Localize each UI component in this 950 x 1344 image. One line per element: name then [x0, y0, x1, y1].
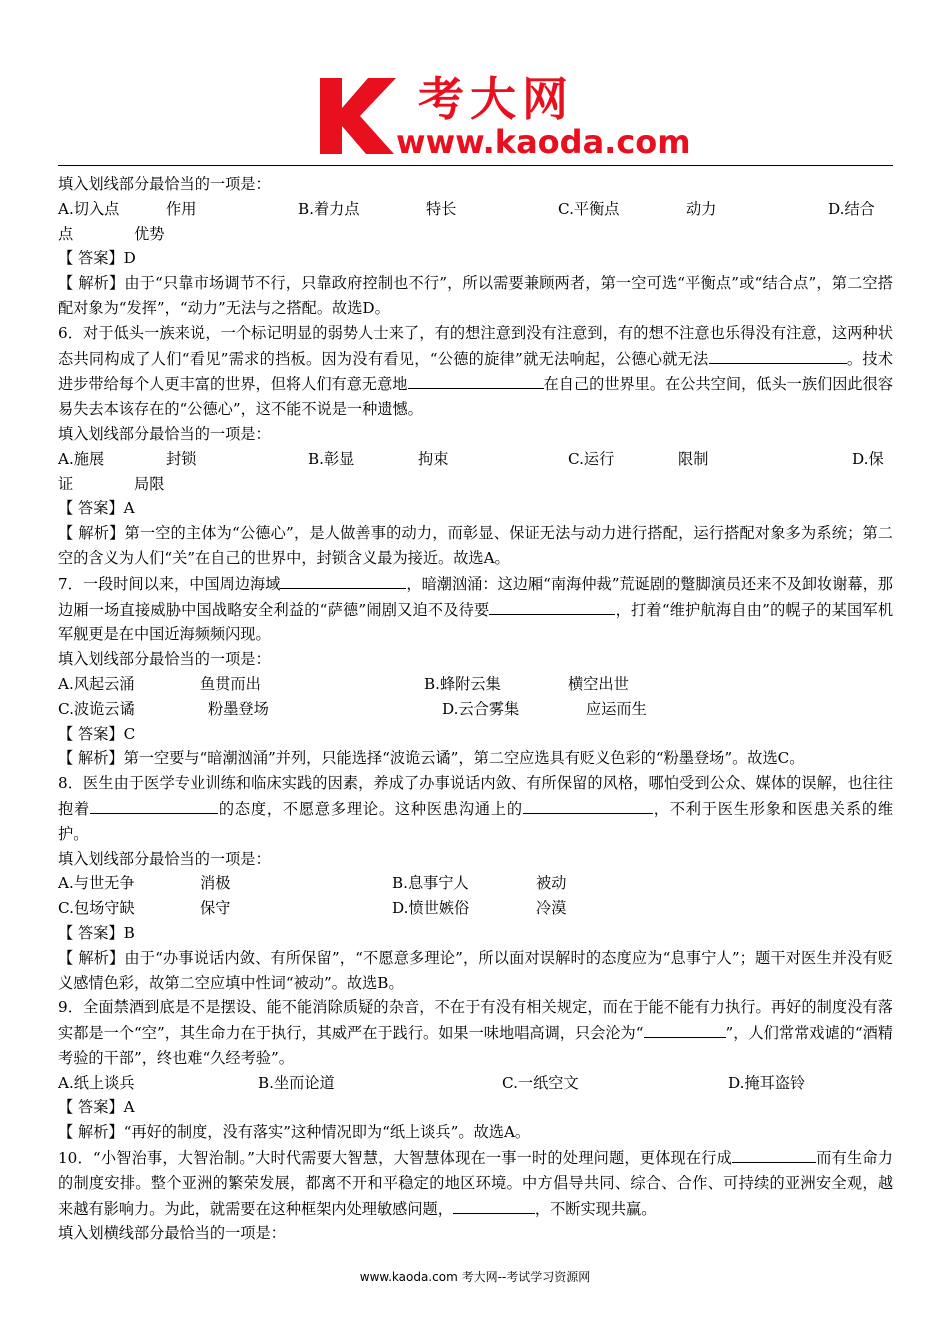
q8-options-row-2 — [58, 896, 893, 921]
q5-option-a: A.切入点 — [58, 199, 120, 218]
q8-option-b-word: 被动 — [536, 874, 567, 893]
q6-option-d-cont: 证 — [58, 474, 74, 493]
q6-option-d-word: 局限 — [134, 474, 165, 493]
q7-option-c-word: 粉墨登场 — [208, 699, 269, 718]
q5-option-b: B.着力点 — [298, 199, 360, 218]
q7-stem-part1: 7．一段时间以来，中国周边海域 — [58, 574, 281, 593]
q6-option-d: D.保 — [852, 449, 884, 468]
q7-stem-part2: ，暗潮汹涌：这边厢“南海仲裁”荒诞剧的蹩脚演员还来不及卸妆谢幕，那边厢一场直接威胁中国战略安全利益的“萨德”闹剧又迫不及待要 — [58, 574, 893, 619]
q6-prompt: 填入划线部分最恰当的一项是： — [58, 424, 271, 443]
q7-blank-2 — [489, 597, 615, 615]
q7-option-b: B.蜂附云集 — [424, 674, 501, 693]
q7-option-d: D.云合雾集 — [442, 699, 520, 718]
q7-option-c: C.波诡云谲 — [58, 699, 135, 718]
q6-option-b-word: 拘束 — [418, 449, 449, 468]
q7-options-row-1 — [58, 672, 893, 697]
q8-blank-2 — [523, 796, 653, 814]
q9-analysis: 【 解析】“再好的制度，没有落实”这种情况即为“纸上谈兵”。故选A。 — [58, 1123, 531, 1142]
q9-option-a: A.纸上谈兵 — [58, 1073, 135, 1092]
q9-option-c: C.一纸空文 — [502, 1073, 579, 1092]
q9-option-b: B.坐而论道 — [258, 1073, 335, 1092]
q7-prompt: 填入划线部分最恰当的一项是： — [58, 650, 271, 669]
q8-stem — [58, 771, 893, 846]
q6-option-a-word: 封锁 — [166, 449, 197, 468]
q7-option-d-word: 应运而生 — [586, 699, 647, 718]
q10-blank-2 — [453, 1196, 535, 1214]
q5-options-row — [58, 197, 893, 222]
q5-prompt: 填入划线部分最恰当的一项是： — [58, 175, 271, 193]
q9-option-d: D.掩耳盗铃 — [728, 1073, 806, 1092]
q9-blank-1 — [644, 1020, 726, 1038]
q6-blank-1 — [709, 346, 847, 364]
q5-option-d-word: 优势 — [134, 224, 165, 243]
q8-stem-part3: ，不利于医生形象和医患关系的维护。 — [58, 799, 894, 843]
q7-stem — [58, 571, 893, 647]
q7-analysis: 【 解析】第一空要与“暗潮汹涌”并列，只能选择“波诡云谲”，第二空应选具有贬义色彩的“粉墨登场”。故选C。 — [58, 749, 805, 768]
q6-option-a: A.施展 — [58, 449, 105, 468]
q8-option-c: C.包场守缺 — [58, 899, 135, 918]
q8-option-a: A.与世无争 — [58, 874, 135, 893]
q7-option-b-word: 横空出世 — [568, 674, 629, 693]
logo-url-text: www.kaoda.com — [396, 123, 691, 161]
q9-stem-part1: 9．全面禁酒到底是不是摆设、能不能消除质疑的杂音，不在于有没有相关规定，而在于能不能有力执行。再好的制度没有落实都是一个“空”，其生命力在于执行，其威严在于践行。如果一味地唱高调，只会沦为“ — [58, 998, 893, 1043]
q5-options-row-cont — [58, 222, 893, 247]
q8-option-a-word: 消极 — [200, 874, 231, 893]
q5-option-d-cont: 点 — [58, 224, 74, 243]
q6-analysis: 【 解析】第一空的主体为“公德心”，是人做善事的动力，而彰显、保证无法与动力进行搭配，运行搭配对象多为系统；第二空的含义为人们“关”在自己的世界中，封锁含义最为接近。故选A。 — [58, 524, 893, 567]
q7-blank-1 — [280, 571, 406, 589]
q10-prompt: 填入划横线部分最恰当的一项是： — [58, 1224, 286, 1243]
q10-stem-part2: 而有生命力的制度安排。整个亚洲的繁荣发展，都离不开和平稳定的地区环境。中方倡导共同、综合、合作、可持续的亚洲安全观，越来越有影响力。为此，就需要在这种框架内处理敏感问题， — [58, 1149, 893, 1218]
q10-stem — [58, 1145, 893, 1221]
q6-options-row — [58, 447, 893, 472]
q8-prompt: 填入划线部分最恰当的一项是： — [58, 849, 271, 868]
q10-stem-part1: 10．“小智治事，大智治制。”大时代需要大智慧，大智慧体现在一事一时的处理问题，更体现在行成 — [58, 1149, 733, 1168]
q5-option-b-word: 特长 — [426, 199, 457, 218]
q8-option-b: B.息事宁人 — [392, 874, 469, 893]
q6-options-row-cont — [58, 472, 893, 497]
document-body — [58, 172, 893, 1246]
q8-stem-part2: 的态度，不愿意多理论。这种医患沟通上的 — [218, 799, 523, 818]
logo-chinese-text: 考大网 — [418, 72, 574, 126]
q6-answer: 【 答案】A — [58, 499, 135, 518]
q5-option-c-word: 动力 — [686, 199, 717, 218]
q6-stem — [58, 321, 893, 422]
q8-answer: 【 答案】B — [58, 923, 135, 942]
q7-option-a-word: 鱼贯而出 — [200, 674, 261, 693]
q7-stem-part3: ，打着“维护航海自由”的幌子的某国军机军舰更是在中国近海频频闪现。 — [58, 600, 894, 644]
q8-blank-1 — [90, 796, 218, 814]
q8-option-c-word: 保守 — [200, 899, 231, 918]
q7-option-a: A.风起云涌 — [58, 674, 135, 693]
q5-answer: 【 答案】D — [58, 249, 136, 268]
q8-option-d-word: 冷漠 — [536, 899, 567, 918]
q5-option-a-word: 作用 — [166, 199, 197, 218]
q5-option-d: D.结合 — [828, 199, 875, 218]
q5-analysis: 【 解析】由于“只靠市场调节不行，只靠政府控制也不行”，所以需要兼顾两者，第一空可选“平衡点”或“结合点”，第二空搭配对象为“发挥”，“动力”无法与之搭配。故选D。 — [58, 274, 893, 317]
q7-options-row-2 — [58, 697, 893, 722]
q6-option-b: B.彰显 — [308, 449, 355, 468]
q8-analysis: 【 解析】由于“办事说话内敛、有所保留”，“不愿意多理论”，所以面对误解时的态度应为“息事宁人”；题干对医生并没有贬义感情色彩，故第二空应填中性词“被动”。故选B。 — [58, 948, 893, 992]
page-footer: www.kaoda.com 考大网--考试学习资源网 — [359, 1270, 591, 1284]
q9-stem — [58, 995, 893, 1070]
q9-answer: 【 答案】A — [58, 1098, 135, 1117]
q10-blank-1 — [732, 1145, 816, 1163]
q5-option-c: C.平衡点 — [558, 199, 620, 218]
q9-stem-part2: ”，人们常常戏谑的“酒精考验的干部”，终也难“久经考验”。 — [58, 1024, 893, 1067]
q6-stem-part3: 在自己的世界里。在公共空间，低头一族们因此很容易失去本该存在的“公德心”，这不能不说是一种遗憾。 — [58, 375, 894, 419]
q8-stem-part1: 8．医生由于医学专业训练和临床实践的因素，养成了办事说话内敛、有所保留的风格，哪怕受到公众、媒体的误解，也往往抱着 — [58, 774, 893, 818]
q6-stem-part2: 。技术进步带给每个人更丰富的世界，但将人们有意无意地 — [58, 349, 894, 394]
q7-answer: 【 答案】C — [58, 724, 136, 743]
header-divider — [58, 165, 893, 166]
q6-option-c: C.运行 — [568, 449, 615, 468]
q6-blank-2 — [408, 371, 544, 389]
kaoda-logo — [316, 72, 691, 166]
q10-stem-part3: ，不断实现共赢。 — [534, 1199, 657, 1218]
q6-option-c-word: 限制 — [678, 449, 709, 468]
q8-options-row-1 — [58, 871, 893, 896]
q6-stem-part1: 6．对于低头一族来说，一个标记明显的弱势人士来了，有的想注意到没有注意到，有的想不注意也乐得没有注意，这两种状态共同构成了人们“看见”需求的挡板。因为没有看见，“公德的旋律”就无法响起，公德心就无法 — [58, 323, 893, 368]
q8-option-d: D.愤世嫉俗 — [392, 899, 470, 918]
q9-options-row — [58, 1071, 893, 1096]
